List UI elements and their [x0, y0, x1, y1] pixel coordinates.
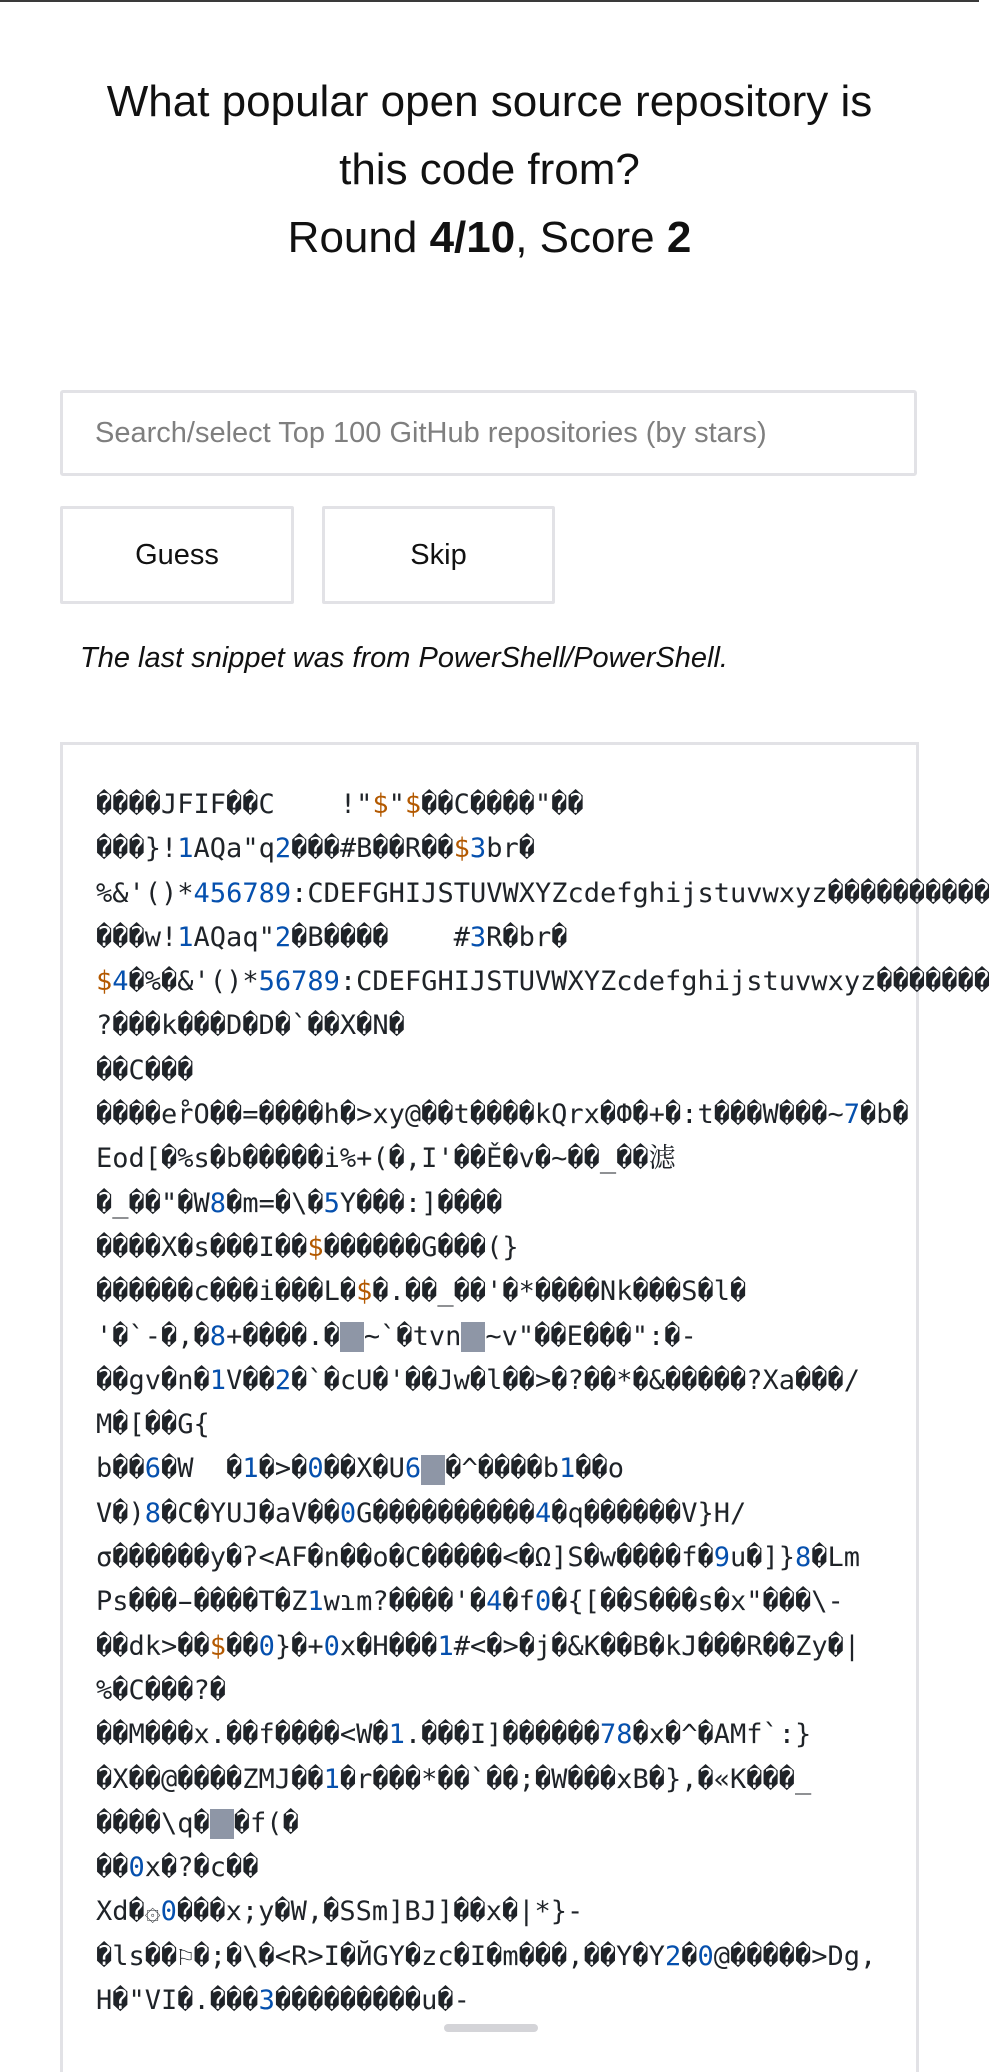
repository-search-input[interactable] [60, 390, 917, 476]
last-snippet-message: The last snippet was from PowerShell/PowerShell. [80, 642, 728, 674]
score-label: , Score [515, 213, 667, 262]
question-line-2: this code from? [339, 145, 640, 194]
code-line: ��M���x.��f����<W�1.���I]������78�x�^�AMf`:} [96, 1719, 812, 1751]
code-line: %�C���?� [96, 1674, 227, 1706]
code-line: b��6�W �1�>�0��X�U6 �^����b1��o [96, 1453, 625, 1485]
code-line: �X��@����ZMJ��1�r���*��`��;�W���xB�},�«K���_ [96, 1763, 812, 1795]
code-line: �ls��⚐�;�\�<R>I�ЙGY�zc�I�m���,��Y�Y2�0@�����>Dg, [96, 1940, 877, 1972]
code-line: ����er̊O��=����h�>xy@��t����kQrx�Ф�+�:t���W���~7�b� [96, 1099, 909, 1131]
code-line: ?���k���D�D�`��X�N� [96, 1010, 405, 1042]
replacement-block [210, 1809, 234, 1839]
skip-button[interactable]: Skip [322, 506, 555, 604]
code-line: ���}!1AQa"q2���#B��R��$3br� [96, 833, 535, 865]
code-line: '�`-�,�8+����.� ~`�tvn ~v"��E���":�- [96, 1320, 697, 1352]
code-line: ��dk>��$��0}�+0x�H���1#<�>�j�&K��B�kJ���R��Zy�| [96, 1630, 861, 1662]
home-indicator [444, 2024, 538, 2032]
replacement-block [421, 1455, 445, 1485]
code-line: ����X�s���I��$������G���(} [96, 1231, 519, 1263]
code-line: ��gv�n�1V��2�`�cU�'��Jw�l��>�?��*�&�����?Xa���/ [96, 1364, 861, 1396]
code-line: ��0x�?�c�� [96, 1852, 259, 1884]
code-line: ������c���i���L�$�.��_��'�*����Nk���S�l� [96, 1276, 747, 1308]
top-border [0, 0, 979, 2]
score-value: 2 [666, 213, 692, 262]
code-line: Xd�۞0���x;y�W,�SSm]BJ]��x�|*}- [96, 1896, 584, 1928]
code-line: ���w!1AQaq"2�B���� #3R�br� [96, 921, 568, 953]
code-line: H�"VI�.���3���������u�- [96, 1985, 470, 2017]
code-line: ����JFIF��C !"$"$��C����"�� [96, 789, 584, 820]
round-score-line [0, 204, 979, 272]
question-line-1: What popular open source repository is [106, 77, 873, 126]
replacement-block [461, 1322, 485, 1352]
code-line: Eod[�%s�b�����i%+(�,I'��Ě�v�~��_��滤 [96, 1143, 676, 1175]
code-line: ��C��� [96, 1054, 194, 1086]
round-value: 4/10 [429, 213, 516, 262]
replacement-block [340, 1322, 364, 1352]
code-line: ����\q� �f(� [96, 1807, 299, 1839]
code-line: �_��"�W8�m=�\�5Y���:]���� [96, 1187, 503, 1219]
code-line: V�)8�C�YUJ�aV��0G����������4�q������V}H/ [96, 1497, 747, 1529]
code-line: %&'()*456789:CDEFGHIJSTUVWXYZcdefghijstuvwxyz���������� [96, 877, 990, 909]
code-line: $4�%�&'()*56789:CDEFGHIJSTUVWXYZcdefghijstuvwxyz������� [96, 966, 990, 998]
code-line: σ������y�ʔ<AF�n��o�C�����<�Ω]S�w����f�9u�]}8�Lm [96, 1542, 861, 1574]
code-snippet [96, 783, 990, 2023]
code-snippet-box[interactable] [60, 742, 990, 2072]
round-label: Round [287, 213, 430, 262]
question-heading [0, 68, 979, 272]
code-line: M�[��G{ [96, 1409, 210, 1441]
code-line: Ps���̵����T�Z1wɿm?����'�4�f0�{[��S���s�x"���\- [96, 1586, 844, 1618]
guess-button[interactable]: Guess [60, 506, 294, 604]
